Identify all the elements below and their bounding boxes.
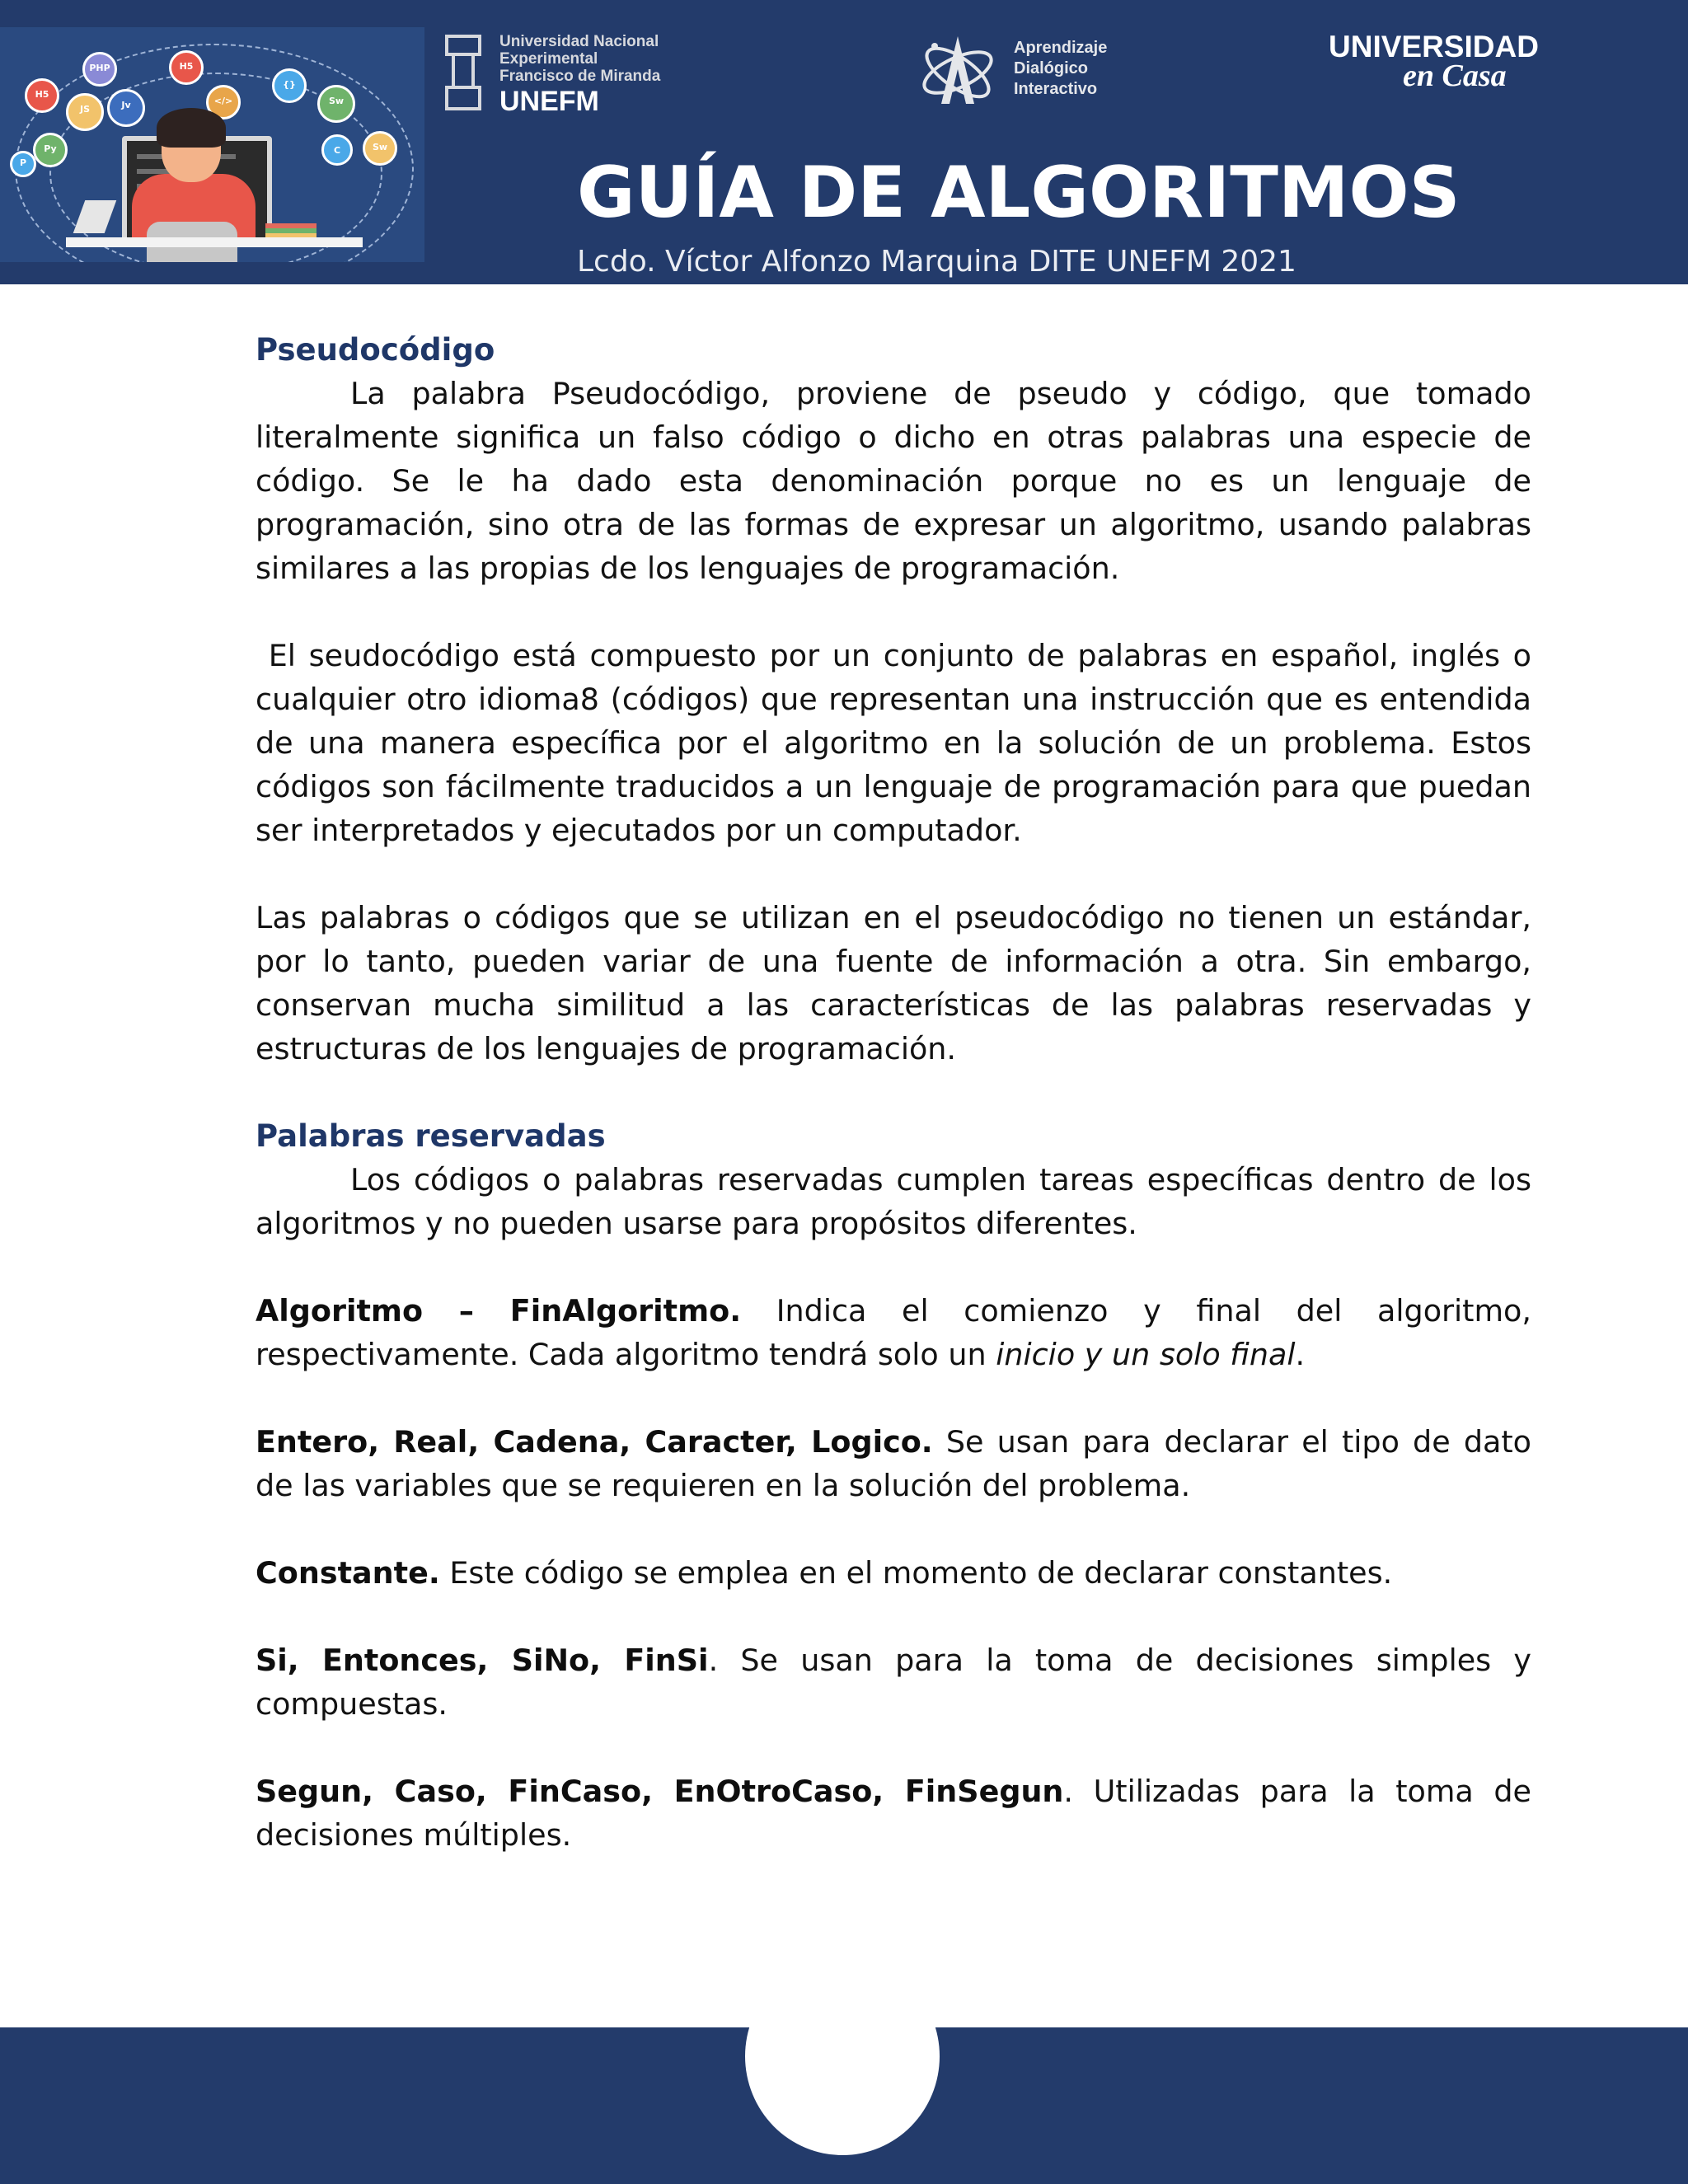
desk xyxy=(66,237,363,247)
reserved-word-desc: . Se usan para la toma de decisiones simples y compuestas. xyxy=(256,1643,1531,1722)
reserved-word-desc: Se usan para declarar el tipo de dato de las variables que se requieren en la solución del problema. xyxy=(256,1424,1532,1503)
adi-line: Aprendizaje xyxy=(1014,39,1108,57)
reserved-word-item xyxy=(256,1638,1531,1726)
java-icon: Jv xyxy=(107,89,145,127)
unefm-line: Francisco de Miranda xyxy=(499,68,661,85)
code-icon: C xyxy=(321,134,353,166)
reserved-word-desc: Este código se emplea en el momento de declarar constantes. xyxy=(439,1555,1393,1591)
uec-line2: en Casa xyxy=(1403,59,1507,93)
reserved-word-desc-end: . xyxy=(1295,1337,1306,1372)
reserved-word-item xyxy=(256,1551,1531,1595)
page-subtitle: Lcdo. Víctor Alfonzo Marquina DITE UNEFM 2021 xyxy=(577,245,1296,279)
reserved-word-item xyxy=(256,1289,1531,1376)
adi-line: Dialógico xyxy=(1014,59,1089,77)
code-icon: {} xyxy=(272,68,307,103)
page-header xyxy=(0,0,1688,284)
uec-line1: UNIVERSIDAD xyxy=(1329,30,1539,63)
adi-line: Interactivo xyxy=(1014,80,1098,98)
unefm-logo-text xyxy=(499,33,660,85)
page-title: GUÍA DE ALGORITMOS xyxy=(577,152,1461,234)
programmer-illustration xyxy=(0,27,424,262)
section-heading-palabras-reservadas: Palabras reservadas xyxy=(256,1118,606,1154)
swift-icon: Sw xyxy=(363,131,397,166)
code-icon: P xyxy=(10,151,36,177)
adi-logo-text xyxy=(1014,38,1107,100)
reserved-word-desc: Indica el comienzo y final del algoritmo, respectivamente. Cada algoritmo tendrá solo un xyxy=(256,1293,1531,1372)
unefm-emblem-icon xyxy=(445,35,481,110)
python-icon: Py xyxy=(33,133,68,167)
unefm-line: Universidad Nacional xyxy=(499,33,659,50)
unefm-line: Experimental xyxy=(499,50,598,68)
js-icon: JS xyxy=(66,93,104,131)
universidad-en-casa-logo xyxy=(1325,26,1540,101)
html-icon: H5 xyxy=(25,78,59,113)
swift-icon: Sw xyxy=(317,85,355,123)
reserved-word-item xyxy=(256,1769,1531,1857)
reserved-word-term: Entero, Real, Cadena, Caracter, Logico. xyxy=(256,1424,933,1460)
unefm-logo xyxy=(445,30,709,120)
paragraph: La palabra Pseudocódigo, proviene de pseudo y código, que tomado literalmente significa un falso código o dicho en otras palabras una especie de código. Se le ha dado esta denominación porque no es un lenguaje de programación, sino otra de las formas de expresar un algoritmo, usando palabras similares a las propias de los lenguajes de programación. xyxy=(256,376,1531,586)
document-body xyxy=(256,328,1541,1857)
person-hair xyxy=(157,108,226,148)
paragraph: Los códigos o palabras reservadas cumplen tareas específicas dentro de los algoritmos y no pueden usarse para propósitos diferentes. xyxy=(256,1162,1531,1241)
footer-page-circle xyxy=(745,1957,940,2155)
php-icon: PHP xyxy=(82,52,117,87)
paragraph: El seudocódigo está compuesto por un conjunto de palabras en español, inglés o cualquier otro idioma8 (códigos) que representan una instrucción que es entendida de una manera específica por el algoritmo en la solución de un problema. Estos códigos son fácilmente traducidos a un lenguaje de programación para que puedan ser interpretados y ejecutados por un computador. xyxy=(256,638,1541,848)
section-heading-pseudocodigo: Pseudocódigo xyxy=(256,332,495,368)
reserved-word-term: Si, Entonces, SiNo, FinSi xyxy=(256,1643,709,1678)
adi-logo xyxy=(917,28,1131,119)
reserved-word-desc: . Utilizadas para la toma de decisiones múltiples. xyxy=(256,1774,1531,1853)
code-icon: </> xyxy=(206,85,241,120)
reserved-word-desc-italic: inicio y un solo final xyxy=(996,1337,1296,1372)
paragraph: Las palabras o códigos que se utilizan en el pseudocódigo no tienen un estándar, por lo tanto, pueden variar de una fuente de información a otra. Sin embargo, conservan mucha similitud a las características de las palabras reservadas y estructuras de los lenguajes de programación. xyxy=(256,900,1531,1066)
html-icon: H5 xyxy=(169,50,204,85)
reserved-word-term: Constante. xyxy=(256,1555,440,1591)
reserved-word-term: Segun, Caso, FinCaso, EnOtroCaso, FinSegun xyxy=(256,1774,1064,1809)
atom-icon xyxy=(917,30,999,112)
reserved-word-term: Algoritmo – FinAlgoritmo. xyxy=(256,1293,742,1329)
reserved-word-item xyxy=(256,1420,1531,1507)
unefm-acronym: UNEFM xyxy=(499,86,599,117)
books xyxy=(265,223,316,238)
